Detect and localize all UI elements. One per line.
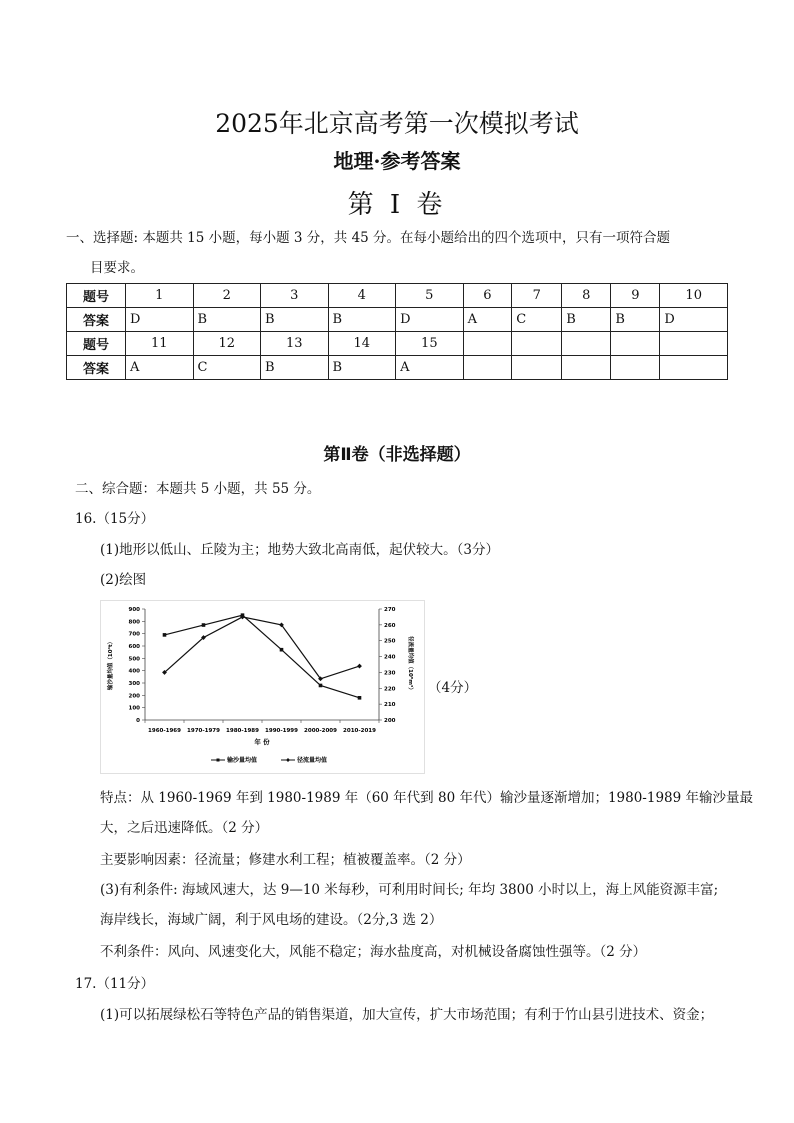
q-num-cell: 1 — [126, 284, 194, 308]
q-num-cell: 9 — [611, 284, 660, 308]
answer-table — [66, 283, 728, 380]
y-tick-label-left: 300 — [128, 681, 140, 687]
q-num-cell: 3 — [261, 284, 329, 308]
answer-cell — [562, 356, 611, 380]
section2-intro: 二、综合题：本题共 5 小题，共 55 分。 — [75, 481, 321, 497]
q-num-cell: 15 — [396, 332, 464, 356]
answer-cell: C — [193, 356, 261, 380]
series-line-2 — [165, 617, 360, 679]
answer-cell: B — [261, 356, 329, 380]
legend-label-2: 径流量均值 — [297, 757, 328, 764]
y-tick-label-left: 900 — [128, 607, 140, 613]
q16-p5-line1: (3)有利条件: 海域风速大，达 9—10 米每秒，可利用时间长; 年均 3800 小时以上，海上风能资源丰富; — [100, 882, 719, 898]
answer-cell — [512, 356, 562, 380]
answer-cell: D — [126, 308, 194, 332]
q-num-cell: 8 — [562, 284, 611, 308]
x-tick-label: 1980-1989 — [226, 728, 259, 734]
q-num-cell: 4 — [328, 284, 396, 308]
y-tick-label-left: 100 — [128, 705, 140, 712]
answer-cell: D — [396, 308, 464, 332]
answer-cell: B — [562, 308, 611, 332]
series-point-1 — [202, 623, 206, 627]
section2-title: 第Ⅱ卷（非选择题） — [323, 445, 471, 465]
q-num-cell: 13 — [261, 332, 329, 356]
y-tick-label-left: 0 — [136, 718, 140, 724]
q16-p2: (2)绘图 — [100, 572, 147, 588]
x-tick-label: 2000-2009 — [304, 728, 337, 734]
y-tick-label-right: 230 — [384, 670, 396, 677]
answer-cell — [660, 356, 728, 380]
answer-cell: B — [328, 356, 396, 380]
y-tick-label-right: 220 — [384, 686, 396, 693]
series-point-1 — [163, 633, 167, 637]
y-tick-label-left: 400 — [128, 668, 140, 675]
answer-cell: B — [261, 308, 329, 332]
answer-cell: A — [126, 356, 194, 380]
q16-p3-line2: 大，之后迅速降低。（2 分） — [100, 820, 269, 836]
q16-head: 16.（15分） — [75, 511, 155, 527]
series-line-1 — [165, 615, 360, 698]
y-tick-label-right: 210 — [384, 702, 396, 709]
answer-cell: B — [328, 308, 396, 332]
answer-cell: D — [660, 308, 728, 332]
section1-intro-cont: 目要求。 — [90, 260, 144, 276]
series-point-1 — [319, 684, 323, 688]
q-num-cell: 7 — [512, 284, 562, 308]
q-num-cell — [512, 332, 562, 356]
q-num-cell: 2 — [193, 284, 261, 308]
y-tick-label-left: 700 — [128, 631, 140, 638]
y-tick-label-right: 240 — [384, 654, 396, 661]
y-tick-label-left: 600 — [128, 644, 140, 650]
answer-cell: A — [463, 308, 512, 332]
chart — [100, 600, 425, 774]
q-num-cell — [463, 332, 512, 356]
answer-cell: C — [512, 308, 562, 332]
q16-p3-line1: 特点：从 1960-1969 年到 1980-1989 年（60 年代到 80 年代）输沙量逐渐增加；1980-1989 年输沙量最 — [100, 790, 754, 806]
series-point-1 — [358, 696, 362, 700]
row-label-ans: 答案 — [67, 356, 126, 380]
answer-cell — [611, 356, 660, 380]
x-tick-label: 1960-1969 — [148, 728, 181, 734]
y-tick-label-left: 800 — [128, 619, 140, 626]
answer-cell: B — [611, 308, 660, 332]
answer-cell — [463, 356, 512, 380]
q16-p6: 不利条件：风向、风速变化大，风能不稳定；海水盐度高，对机械设备腐蚀性强等。（2 分） — [100, 944, 647, 960]
q-num-cell: 14 — [328, 332, 396, 356]
y-axis-label-left: 输沙量均值（10⁴t） — [108, 638, 114, 691]
q-num-cell: 11 — [126, 332, 194, 356]
legend-label-1: 输沙量均值 — [227, 757, 258, 764]
row-label-num: 题号 — [67, 284, 126, 308]
q-num-cell: 6 — [463, 284, 512, 308]
y-axis-label-right: 径流量均值（10⁸m³） — [407, 636, 413, 693]
page-title: 2025年北京高考第一次模拟考试 — [215, 109, 579, 138]
q-num-cell: 10 — [660, 284, 728, 308]
q16-p4: 主要影响因素：径流量；修建水利工程；植被覆盖率。（2 分） — [100, 852, 471, 868]
q17-p1: (1)可以拓展绿松石等特色产品的销售渠道，加大宣传，扩大市场范围；有利于竹山县引进技术、资金； — [100, 1007, 714, 1023]
row-label-num: 题号 — [67, 332, 126, 356]
answer-cell: A — [396, 356, 464, 380]
x-tick-label: 1990-1999 — [265, 728, 298, 734]
legend-marker-2 — [286, 758, 290, 762]
legend-marker-1 — [217, 759, 220, 762]
section1-intro: 一、选择题: 本题共 15 小题，每小题 3 分，共 45 分。在每小题给出的四个选项中，只有一项符合题 — [66, 230, 671, 246]
answer-cell: B — [193, 308, 261, 332]
q16-p5-line2: 海岸线长，海域广阔，利于风电场的建设。（2分,3 选 2） — [100, 912, 443, 928]
y-tick-label-left: 500 — [128, 656, 140, 663]
chart-svg — [101, 601, 424, 773]
q17-head: 17.（11分） — [75, 976, 155, 992]
q-num-cell: 12 — [193, 332, 261, 356]
x-axis-label: 年 份 — [254, 738, 270, 746]
volume-title: 第 I 卷 — [347, 190, 447, 220]
q-num-cell — [660, 332, 728, 356]
x-tick-label: 2010-2019 — [343, 728, 376, 734]
series-point-2 — [357, 664, 362, 669]
row-label-ans: 答案 — [67, 308, 126, 332]
q-num-cell: 5 — [396, 284, 464, 308]
y-tick-label-right: 260 — [384, 622, 396, 629]
y-tick-label-left: 200 — [128, 693, 140, 700]
y-tick-label-right: 250 — [384, 638, 396, 645]
q-num-cell — [611, 332, 660, 356]
chart-score: （4分） — [428, 680, 478, 696]
series-point-1 — [280, 648, 284, 652]
q-num-cell — [562, 332, 611, 356]
page-subtitle: 地理·参考答案 — [333, 149, 461, 173]
q16-p1: (1)地形以低山、丘陵为主；地势大致北高南低，起伏较大。（3分） — [100, 542, 499, 558]
y-tick-label-right: 200 — [384, 718, 396, 724]
x-tick-label: 1970-1979 — [187, 728, 220, 734]
y-tick-label-right: 270 — [384, 607, 396, 613]
